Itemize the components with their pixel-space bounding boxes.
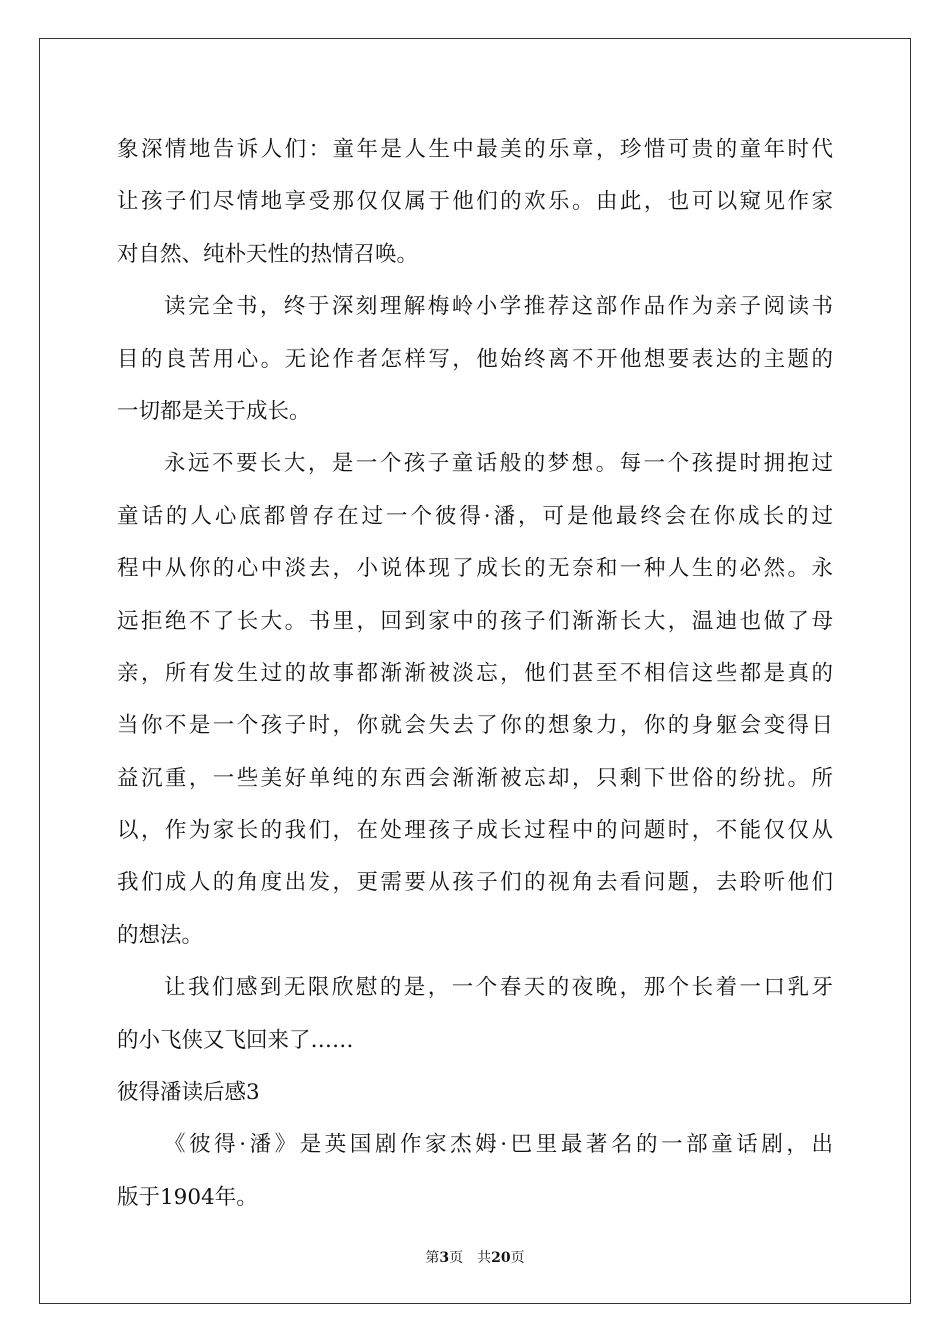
document-body <box>117 124 833 1224</box>
page-number: 3 <box>439 1250 450 1266</box>
text-line: 的想法。 <box>117 922 204 948</box>
text-line: 童话的人心底都曾存在过一个彼得·潘，可是他最终会在你成长的过 <box>117 503 833 529</box>
section-heading: 彼得潘读后感3 <box>117 1080 260 1106</box>
text-line: 益沉重，一些美好单纯的东西会渐渐被忘却，只剩下世俗的纷扰。所 <box>117 765 833 791</box>
text-line: 让我们感到无限欣慰的是，一个春天的夜晚，那个长着一口乳牙 <box>164 975 833 1001</box>
text-line: 《彼得·潘》是英国剧作家杰姆·巴里最著名的一部童话剧，出 <box>164 1132 833 1158</box>
page-prefix: 第 <box>425 1250 440 1266</box>
text-line: 对自然、纯朴天性的热情召唤。 <box>117 241 419 267</box>
text-line: 以，作为家长的我们，在处理孩子成长过程中的问题时，不能仅仅从 <box>117 818 833 844</box>
text-line: 目的良苦用心。无论作者怎样写，他始终离不开他想要表达的主题的 <box>117 346 833 372</box>
text-line: 亲，所有发生过的故事都渐渐被淡忘，他们甚至不相信这些都是真的 <box>117 660 833 686</box>
total-suffix: 页 <box>510 1250 525 1266</box>
total-pages: 20 <box>491 1250 511 1266</box>
text-line: 让孩子们尽情地享受那仅仅属于他们的欢乐。由此，也可以窥见作家 <box>117 189 833 215</box>
text-line: 程中从你的心中淡去，小说体现了成长的无奈和一种人生的必然。永 <box>117 556 833 582</box>
text-line: 一切都是关于成长。 <box>117 398 311 424</box>
text-line: 读完全书，终于深刻理解梅岭小学推荐这部作品作为亲子阅读书 <box>164 294 833 320</box>
text-line: 远拒绝不了长大。书里，回到家中的孩子们渐渐长大，温迪也做了母 <box>117 608 833 634</box>
page-footer <box>0 1247 950 1267</box>
total-prefix: 共 <box>477 1250 492 1266</box>
text-line: 象深情地告诉人们：童年是人生中最美的乐章，珍惜可贵的童年时代 <box>117 137 833 162</box>
page-suffix: 页 <box>449 1250 464 1266</box>
text-line: 当你不是一个孩子时，你就会失去了你的想象力，你的身躯会变得日 <box>117 713 833 739</box>
text-line: 版于1904年。 <box>117 1184 258 1210</box>
text-line: 的小飞侠又飞回来了…… <box>117 1027 354 1053</box>
text-line: 永远不要长大，是一个孩子童话般的梦想。每一个孩提时拥抱过 <box>164 451 833 477</box>
text-line: 我们成人的角度出发，更需要从孩子们的视角去看问题，去聆听他们 <box>117 870 833 896</box>
